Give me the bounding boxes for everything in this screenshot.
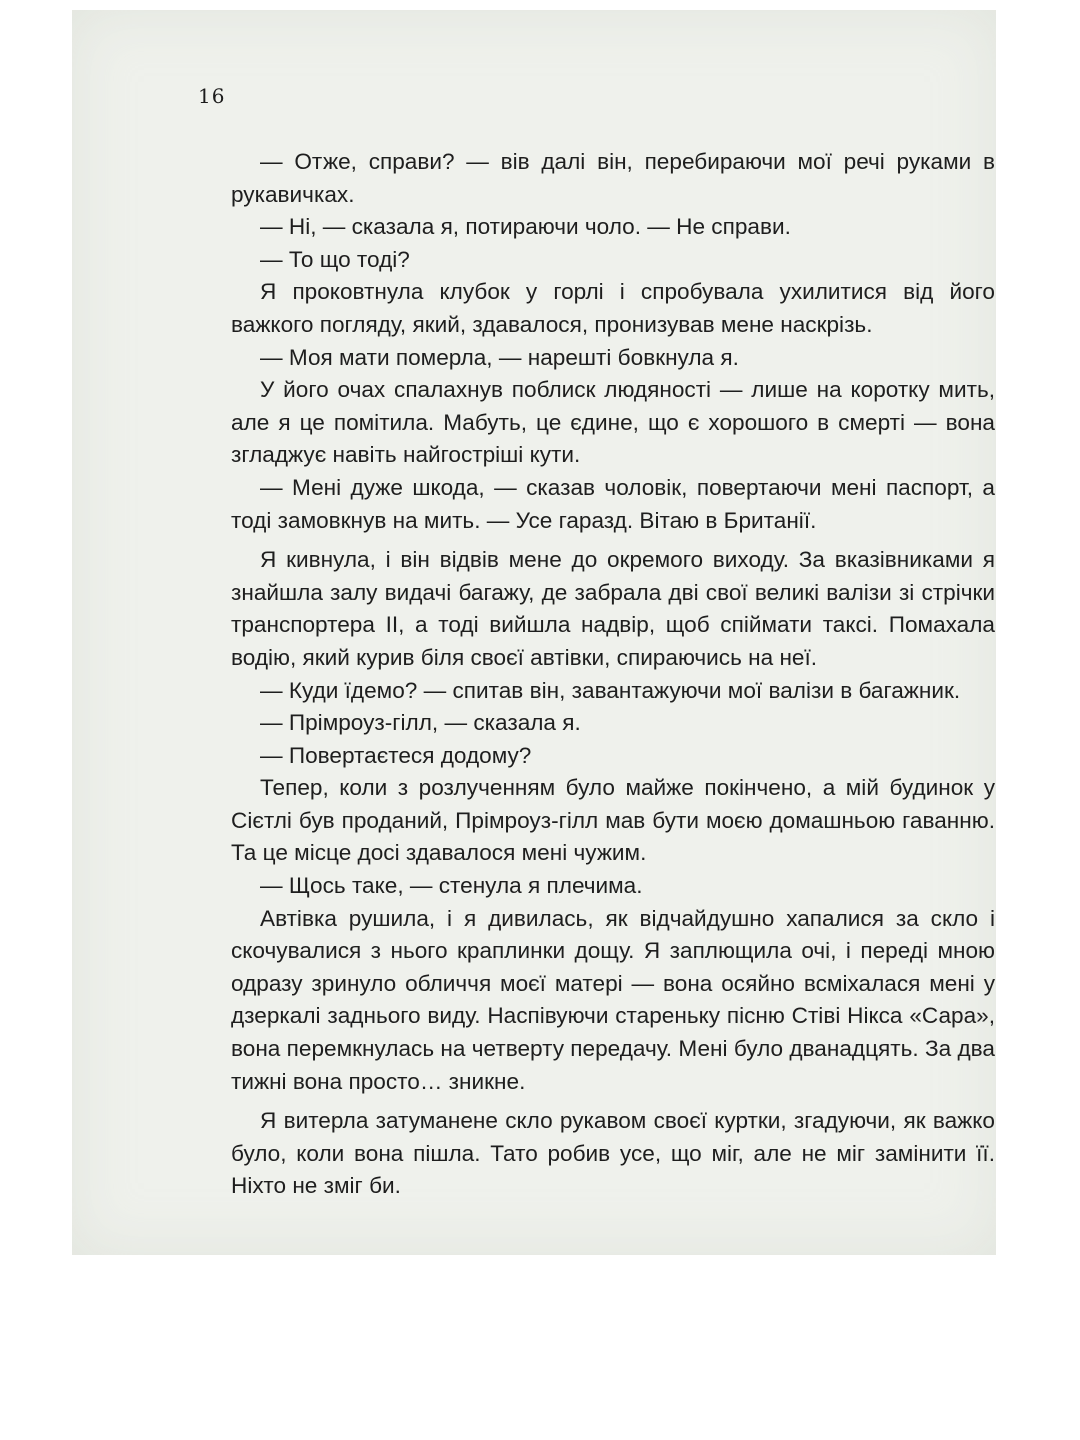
paragraph: Автівка рушила, і я дивилась, як відчайдушно хапалися за скло і скочувалися з нього краплинки дощу. Я заплющила очі, і переді мною одразу зринуло обличчя моєї матері — вона осяйно всміхалася мені у дзеркалі заднього виду. Наспівуючи старeньку пісню Стіві Нікса «Сара», вона перемкнулась на четверту передачу. Мені було дванадцять. За два тижні вона просто… зникне. (231, 905, 995, 1094)
paragraph: — То що тоді? (260, 246, 410, 272)
paragraph: Я кивнула, і він відвів мене до окремого виходу. За вказівниками я знайшла залу видачі багажу, де забрала дві свої великі валізи зі стрічки транспортера II, а тоді вийшла надвір, щоб спіймати таксі. Помахала водію, який курив біля своєї автівки, спираючись на неї. (231, 547, 995, 670)
paragraph: У його очах спалахнув поблиск людяності — лише на коротку мить, але я це помітила. Мабуть, це єдине, що є хорошого в смерті — вона згладжує навіть найгостріші кути. (231, 377, 995, 468)
paragraph: Я витерла затуманене скло рукавом своєї куртки, згадуючи, як важко було, коли вона пішла. Тато робив усе, що міг, але не міг замінити її. Ніхто не зміг би. (231, 1108, 995, 1199)
body-text (231, 146, 995, 1203)
book-page (72, 10, 996, 1255)
paragraph: — Моя мати померла, — нарешті бовкнула я. (260, 344, 739, 370)
paragraph: — Отже, справи? — вів далі він, перебираючи мої речі руками в рукавичках. (231, 149, 995, 207)
paragraph: Тепер, коли з розлученням було майже покінчено, а мій будинок у Сієтлі був проданий, Прімроуз-гілл мав бути моєю домашньою гаванню. Та це місце досі здавалося мені чужим. (231, 775, 995, 866)
paragraph: — Куди їдемо? — спитав він, завантажуючи мої валізи в багажник. (260, 677, 961, 703)
paragraph: — Ні, — сказала я, потираючи чоло. — Не справи. (260, 214, 791, 240)
paragraph: Я проковтнула клубок у горлі і спробувала ухилитися від його важкого погляду, який, здавалося, пронизував мене наскрізь. (231, 279, 995, 337)
paragraph: — Повертаєтеся додому? (260, 742, 532, 768)
paragraph: — Прімроуз-гілл, — сказала я. (260, 710, 581, 736)
paragraph: — Мені дуже шкода, — сказав чоловік, повертаючи мені паспорт, а тоді замовкнув на мить. — Усе гаразд. Вітаю в Британії. (231, 474, 995, 533)
paragraph: — Щось таке, — стенула я плечима. (260, 873, 643, 899)
page-number: 16 (198, 84, 226, 108)
